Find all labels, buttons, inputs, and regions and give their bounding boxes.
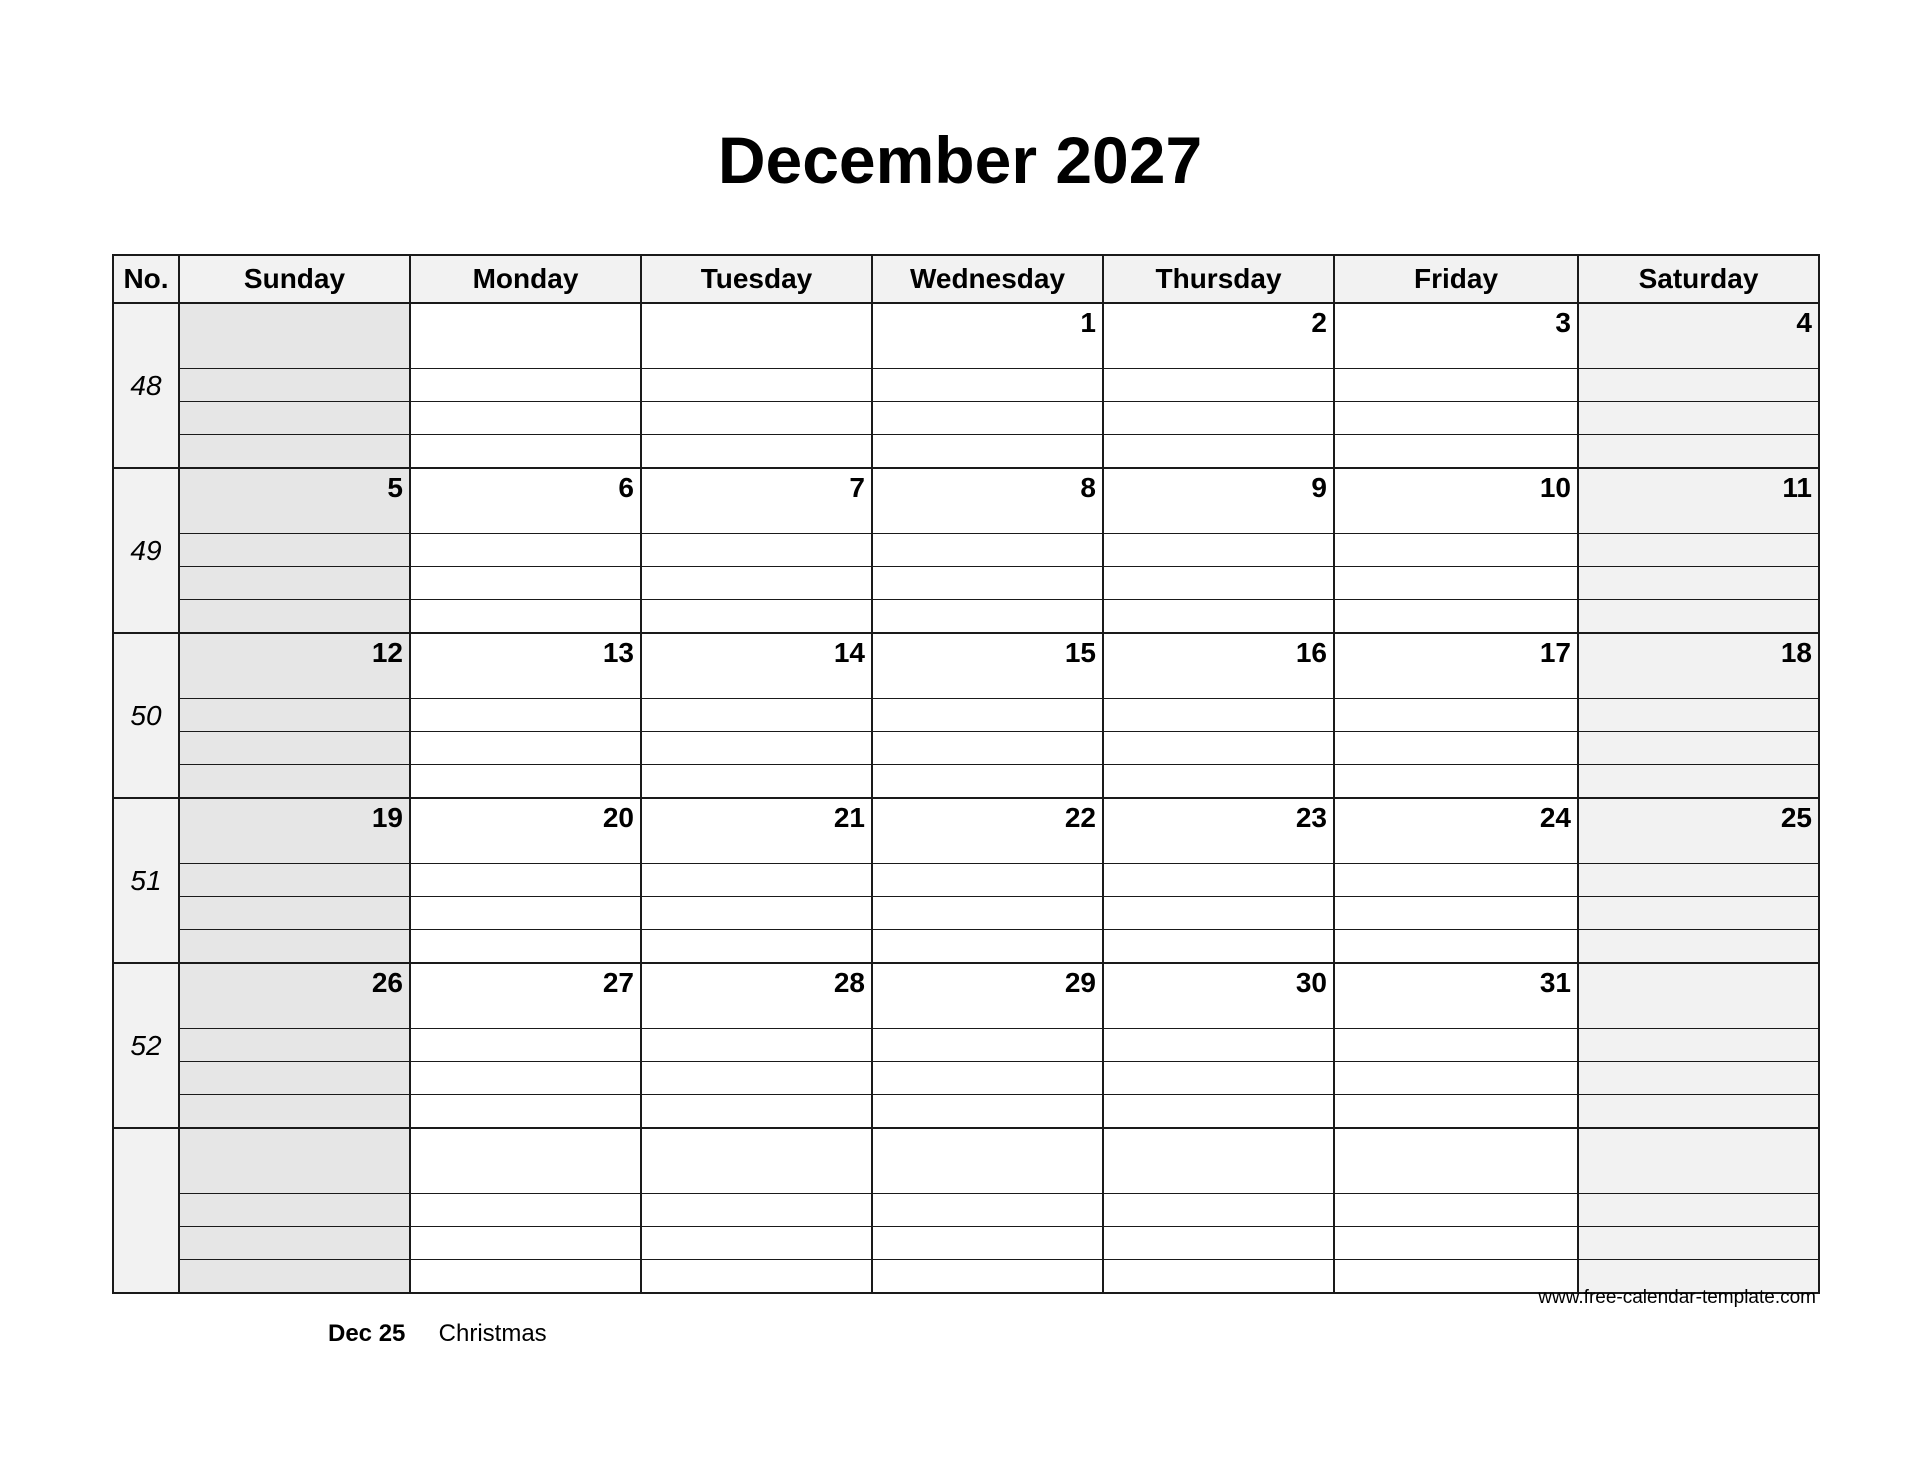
week-number: 48 xyxy=(113,303,179,468)
day-number: 12 xyxy=(371,637,403,668)
day-cell-saturday[interactable] xyxy=(1578,468,1819,633)
note-line[interactable] xyxy=(873,434,1102,467)
day-cell-tuesday[interactable] xyxy=(641,633,872,798)
day-cell-friday[interactable] xyxy=(1334,963,1578,1128)
note-line[interactable] xyxy=(411,1028,640,1061)
note-line[interactable] xyxy=(1579,401,1818,434)
note-line[interactable] xyxy=(1579,434,1818,467)
day-number: 3 xyxy=(1555,307,1571,338)
note-line[interactable] xyxy=(1104,764,1333,797)
day-cell-wednesday[interactable] xyxy=(872,303,1103,468)
note-lines xyxy=(411,1193,640,1292)
header-tuesday: Tuesday xyxy=(641,255,872,303)
note-line[interactable] xyxy=(1579,731,1818,764)
note-line[interactable] xyxy=(411,929,640,962)
note-lines xyxy=(642,1193,871,1292)
note-line[interactable] xyxy=(411,1094,640,1127)
note-lines xyxy=(1104,698,1333,797)
week-row xyxy=(113,468,1819,633)
day-cell-saturday[interactable] xyxy=(1578,798,1819,963)
note-line[interactable] xyxy=(873,368,1102,401)
note-line[interactable] xyxy=(1335,1226,1577,1259)
note-line[interactable] xyxy=(642,599,871,632)
day-number: 25 xyxy=(1780,802,1812,833)
note-lines xyxy=(1579,533,1818,632)
day-number: 22 xyxy=(1064,802,1096,833)
note-line[interactable] xyxy=(411,1193,640,1226)
day-number: 18 xyxy=(1780,637,1812,668)
note-line[interactable] xyxy=(1579,1226,1818,1259)
day-number: 24 xyxy=(1539,802,1571,833)
day-cell-saturday[interactable] xyxy=(1578,963,1819,1128)
note-line[interactable] xyxy=(180,1061,409,1094)
note-line[interactable] xyxy=(1335,896,1577,929)
week-row xyxy=(113,303,1819,468)
note-lines xyxy=(873,1028,1102,1127)
note-lines xyxy=(411,698,640,797)
note-lines xyxy=(1335,1193,1577,1292)
note-line[interactable] xyxy=(1104,929,1333,962)
note-lines xyxy=(873,1193,1102,1292)
day-cell-sunday[interactable] xyxy=(179,468,410,633)
note-line[interactable] xyxy=(180,896,409,929)
day-number: 26 xyxy=(371,967,403,998)
day-cell-tuesday[interactable] xyxy=(641,303,872,468)
note-lines xyxy=(1335,863,1577,962)
day-cell-monday[interactable] xyxy=(410,963,641,1128)
note-line[interactable] xyxy=(180,1028,409,1061)
note-line[interactable] xyxy=(411,896,640,929)
holiday-name: Christmas xyxy=(438,1320,547,1347)
day-cell-monday[interactable] xyxy=(410,798,641,963)
day-cell-wednesday[interactable] xyxy=(872,798,1103,963)
note-lines xyxy=(1579,1193,1818,1292)
note-line[interactable] xyxy=(411,863,640,896)
day-number: 2 xyxy=(1311,307,1327,338)
note-line[interactable] xyxy=(411,731,640,764)
holiday-list xyxy=(328,1318,547,1350)
note-line[interactable] xyxy=(642,368,871,401)
day-cell-wednesday[interactable] xyxy=(872,1128,1103,1293)
day-number: 14 xyxy=(833,637,865,668)
note-line[interactable] xyxy=(642,698,871,731)
note-line[interactable] xyxy=(1335,368,1577,401)
note-line[interactable] xyxy=(642,1193,871,1226)
day-cell-monday[interactable] xyxy=(410,1128,641,1293)
note-line[interactable] xyxy=(411,401,640,434)
note-line[interactable] xyxy=(873,1259,1102,1292)
note-line[interactable] xyxy=(1335,401,1577,434)
day-number: 8 xyxy=(1080,472,1096,503)
note-line[interactable] xyxy=(180,1226,409,1259)
note-line[interactable] xyxy=(873,533,1102,566)
day-cell-saturday[interactable] xyxy=(1578,633,1819,798)
note-line[interactable] xyxy=(1335,929,1577,962)
note-line[interactable] xyxy=(411,434,640,467)
note-line[interactable] xyxy=(1335,731,1577,764)
note-line[interactable] xyxy=(1335,566,1577,599)
note-line[interactable] xyxy=(411,566,640,599)
note-line[interactable] xyxy=(642,863,871,896)
note-line[interactable] xyxy=(1335,1061,1577,1094)
day-cell-saturday[interactable] xyxy=(1578,303,1819,468)
calendar-title: December 2027 xyxy=(717,123,1203,197)
note-line[interactable] xyxy=(1104,599,1333,632)
day-cell-sunday[interactable] xyxy=(179,1128,410,1293)
note-line[interactable] xyxy=(873,1028,1102,1061)
calendar-body xyxy=(113,303,1819,1293)
note-line[interactable] xyxy=(1104,1193,1333,1226)
note-line[interactable] xyxy=(411,698,640,731)
note-line[interactable] xyxy=(642,533,871,566)
note-line[interactable] xyxy=(1104,566,1333,599)
note-lines xyxy=(1335,368,1577,467)
note-line[interactable] xyxy=(180,731,409,764)
weekday-header-row xyxy=(113,255,1819,303)
note-line[interactable] xyxy=(1579,764,1818,797)
note-lines xyxy=(411,533,640,632)
day-cell-tuesday[interactable] xyxy=(641,798,872,963)
day-cell-monday[interactable] xyxy=(410,633,641,798)
note-lines xyxy=(642,1028,871,1127)
note-lines xyxy=(642,863,871,962)
note-line[interactable] xyxy=(642,1226,871,1259)
note-line[interactable] xyxy=(1335,434,1577,467)
day-number: 1 xyxy=(1080,307,1096,338)
note-line[interactable] xyxy=(642,929,871,962)
note-line[interactable] xyxy=(180,929,409,962)
day-cell-friday[interactable] xyxy=(1334,798,1578,963)
note-line[interactable] xyxy=(180,698,409,731)
note-line[interactable] xyxy=(1579,929,1818,962)
note-line[interactable] xyxy=(1104,731,1333,764)
note-lines xyxy=(1335,698,1577,797)
note-lines xyxy=(642,533,871,632)
day-number: 19 xyxy=(371,802,403,833)
week-number: 52 xyxy=(113,963,179,1128)
note-line[interactable] xyxy=(180,368,409,401)
note-line[interactable] xyxy=(873,599,1102,632)
note-line[interactable] xyxy=(642,401,871,434)
note-line[interactable] xyxy=(642,1061,871,1094)
note-line[interactable] xyxy=(180,566,409,599)
note-lines xyxy=(180,1193,409,1292)
note-lines xyxy=(873,368,1102,467)
note-line[interactable] xyxy=(180,863,409,896)
day-cell-thursday[interactable] xyxy=(1103,798,1334,963)
note-line[interactable] xyxy=(1104,698,1333,731)
day-cell-sunday[interactable] xyxy=(179,633,410,798)
note-line[interactable] xyxy=(1335,533,1577,566)
day-cell-tuesday[interactable] xyxy=(641,963,872,1128)
note-lines xyxy=(411,368,640,467)
note-lines xyxy=(1104,1193,1333,1292)
note-line[interactable] xyxy=(873,1226,1102,1259)
day-number: 4 xyxy=(1796,307,1812,338)
note-lines xyxy=(180,368,409,467)
day-number: 16 xyxy=(1295,637,1327,668)
note-line[interactable] xyxy=(1104,1259,1333,1292)
note-line[interactable] xyxy=(873,764,1102,797)
day-cell-sunday[interactable] xyxy=(179,303,410,468)
note-lines xyxy=(411,1028,640,1127)
day-number: 27 xyxy=(602,967,634,998)
note-line[interactable] xyxy=(1579,533,1818,566)
week-number xyxy=(113,1128,179,1293)
note-lines xyxy=(873,863,1102,962)
day-number: 15 xyxy=(1064,637,1096,668)
note-line[interactable] xyxy=(1104,863,1333,896)
note-line[interactable] xyxy=(1579,566,1818,599)
note-lines xyxy=(642,368,871,467)
note-lines xyxy=(873,698,1102,797)
note-line[interactable] xyxy=(1104,1061,1333,1094)
day-cell-monday[interactable] xyxy=(410,468,641,633)
note-line[interactable] xyxy=(1104,1226,1333,1259)
note-line[interactable] xyxy=(1579,698,1818,731)
note-line[interactable] xyxy=(1579,863,1818,896)
note-lines xyxy=(1579,368,1818,467)
note-lines xyxy=(1579,698,1818,797)
week-number: 51 xyxy=(113,798,179,963)
note-line[interactable] xyxy=(642,764,871,797)
week-number: 49 xyxy=(113,468,179,633)
note-line[interactable] xyxy=(1335,698,1577,731)
note-line[interactable] xyxy=(642,1259,871,1292)
note-line[interactable] xyxy=(873,1094,1102,1127)
header-friday: Friday xyxy=(1334,255,1578,303)
note-line[interactable] xyxy=(1335,1028,1577,1061)
note-line[interactable] xyxy=(1579,1193,1818,1226)
note-line[interactable] xyxy=(411,764,640,797)
day-cell-wednesday[interactable] xyxy=(872,633,1103,798)
note-line[interactable] xyxy=(873,896,1102,929)
note-line[interactable] xyxy=(1335,1094,1577,1127)
day-number: 9 xyxy=(1311,472,1327,503)
day-number: 5 xyxy=(387,472,403,503)
note-line[interactable] xyxy=(1579,368,1818,401)
header-thursday: Thursday xyxy=(1103,255,1334,303)
note-line[interactable] xyxy=(1104,401,1333,434)
note-lines xyxy=(1579,863,1818,962)
note-lines xyxy=(180,533,409,632)
header-week-no: No. xyxy=(113,255,179,303)
note-line[interactable] xyxy=(411,533,640,566)
note-lines xyxy=(1104,368,1333,467)
day-cell-friday[interactable] xyxy=(1334,468,1578,633)
day-number: 23 xyxy=(1295,802,1327,833)
header-saturday: Saturday xyxy=(1578,255,1819,303)
note-line[interactable] xyxy=(1579,1061,1818,1094)
note-lines xyxy=(180,1028,409,1127)
day-number: 31 xyxy=(1539,967,1571,998)
note-line[interactable] xyxy=(180,434,409,467)
holiday-date: Dec 25 xyxy=(328,1320,406,1347)
day-number: 10 xyxy=(1539,472,1571,503)
note-line[interactable] xyxy=(642,434,871,467)
day-cell-sunday[interactable] xyxy=(179,963,410,1128)
note-line[interactable] xyxy=(1579,1028,1818,1061)
note-line[interactable] xyxy=(873,731,1102,764)
note-line[interactable] xyxy=(411,1226,640,1259)
note-line[interactable] xyxy=(411,1259,640,1292)
note-line[interactable] xyxy=(873,863,1102,896)
note-line[interactable] xyxy=(642,1028,871,1061)
note-lines xyxy=(873,533,1102,632)
note-line[interactable] xyxy=(1335,863,1577,896)
day-cell-tuesday[interactable] xyxy=(641,1128,872,1293)
day-cell-thursday[interactable] xyxy=(1103,303,1334,468)
note-line[interactable] xyxy=(1104,896,1333,929)
day-number: 28 xyxy=(833,967,865,998)
note-lines xyxy=(1335,533,1577,632)
note-line[interactable] xyxy=(873,698,1102,731)
day-number: 6 xyxy=(618,472,634,503)
day-cell-tuesday[interactable] xyxy=(641,468,872,633)
day-number: 17 xyxy=(1539,637,1571,668)
note-line[interactable] xyxy=(873,1193,1102,1226)
day-cell-wednesday[interactable] xyxy=(872,963,1103,1128)
note-lines xyxy=(642,698,871,797)
note-line[interactable] xyxy=(1579,599,1818,632)
note-lines xyxy=(180,698,409,797)
day-cell-thursday[interactable] xyxy=(1103,1128,1334,1293)
day-cell-thursday[interactable] xyxy=(1103,963,1334,1128)
calendar-grid xyxy=(112,254,1820,1294)
week-number: 50 xyxy=(113,633,179,798)
day-cell-friday[interactable] xyxy=(1334,633,1578,798)
day-number: 7 xyxy=(849,472,865,503)
note-line[interactable] xyxy=(411,599,640,632)
day-cell-thursday[interactable] xyxy=(1103,468,1334,633)
note-line[interactable] xyxy=(1104,1028,1333,1061)
note-line[interactable] xyxy=(873,929,1102,962)
day-number: 11 xyxy=(1782,472,1812,503)
day-number: 21 xyxy=(833,802,865,833)
note-line[interactable] xyxy=(642,731,871,764)
week-row xyxy=(113,633,1819,798)
note-line[interactable] xyxy=(180,1094,409,1127)
note-line[interactable] xyxy=(411,368,640,401)
note-line[interactable] xyxy=(180,533,409,566)
day-cell-friday[interactable] xyxy=(1334,303,1578,468)
note-lines xyxy=(1104,1028,1333,1127)
note-line[interactable] xyxy=(1104,368,1333,401)
week-row xyxy=(113,963,1819,1128)
note-line[interactable] xyxy=(1579,1094,1818,1127)
day-cell-monday[interactable] xyxy=(410,303,641,468)
note-line[interactable] xyxy=(180,401,409,434)
day-cell-friday[interactable] xyxy=(1334,1128,1578,1293)
note-line[interactable] xyxy=(411,1061,640,1094)
week-row xyxy=(113,798,1819,963)
note-line[interactable] xyxy=(1104,533,1333,566)
note-line[interactable] xyxy=(180,764,409,797)
note-line[interactable] xyxy=(1104,434,1333,467)
note-lines xyxy=(1104,533,1333,632)
day-number: 29 xyxy=(1064,967,1096,998)
note-line[interactable] xyxy=(1335,599,1577,632)
day-cell-thursday[interactable] xyxy=(1103,633,1334,798)
note-lines xyxy=(1335,1028,1577,1127)
note-lines xyxy=(180,863,409,962)
note-line[interactable] xyxy=(642,566,871,599)
note-line[interactable] xyxy=(873,401,1102,434)
note-line[interactable] xyxy=(1104,1094,1333,1127)
note-line[interactable] xyxy=(873,1061,1102,1094)
day-cell-saturday[interactable] xyxy=(1578,1128,1819,1293)
day-number: 30 xyxy=(1295,967,1327,998)
header-monday: Monday xyxy=(410,255,641,303)
day-cell-wednesday[interactable] xyxy=(872,468,1103,633)
note-line[interactable] xyxy=(180,1259,409,1292)
note-line[interactable] xyxy=(642,1094,871,1127)
note-line[interactable] xyxy=(1335,764,1577,797)
header-sunday: Sunday xyxy=(179,255,410,303)
day-number: 13 xyxy=(602,637,634,668)
note-line[interactable] xyxy=(180,599,409,632)
website-credit: www.free-calendar-template.com xyxy=(1538,1287,1816,1308)
header-wednesday: Wednesday xyxy=(872,255,1103,303)
note-line[interactable] xyxy=(873,566,1102,599)
note-line[interactable] xyxy=(180,1193,409,1226)
note-line[interactable] xyxy=(1335,1193,1577,1226)
day-cell-sunday[interactable] xyxy=(179,798,410,963)
note-lines xyxy=(411,863,640,962)
note-line[interactable] xyxy=(642,896,871,929)
note-line[interactable] xyxy=(1579,896,1818,929)
week-row xyxy=(113,1128,1819,1293)
note-lines xyxy=(1579,1028,1818,1127)
note-lines xyxy=(1104,863,1333,962)
day-number: 20 xyxy=(602,802,634,833)
